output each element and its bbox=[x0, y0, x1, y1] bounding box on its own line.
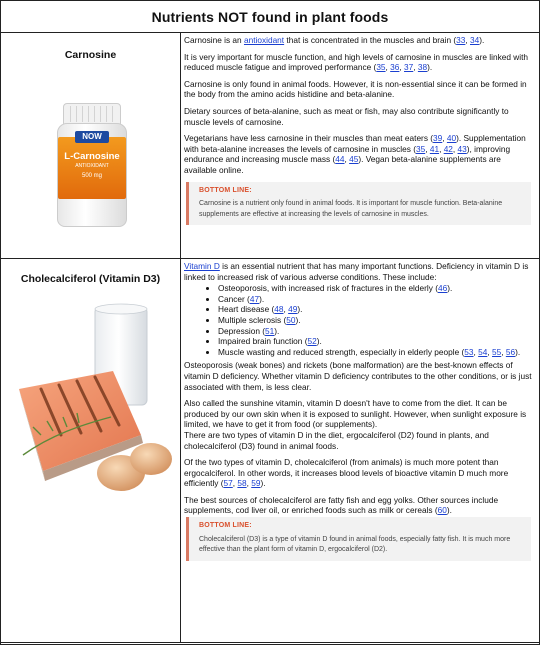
ref-link[interactable]: 46 bbox=[437, 283, 448, 294]
vitd-paragraph-1: Vitamin D is an essential nutrient that has many important functions. Deficiency in vitamin D is linked to increased risk of various adverse conditions. These include: bbox=[184, 261, 529, 282]
ref-link[interactable]: 48 bbox=[274, 304, 284, 315]
ref-link[interactable]: 54 bbox=[478, 346, 488, 357]
carnosine-paragraph-3: Carnosine is only found in animal foods. However, it is non-essential since it can be formed in the body from the amino acids histidine and beta-alanine. bbox=[184, 78, 527, 100]
carnosine-text-cell bbox=[181, 33, 539, 258]
bottle-cap bbox=[63, 103, 121, 125]
list-item: • Muscle wasting and reduced strength, especially in elderly people (53, 54, 55, 56). bbox=[218, 347, 535, 358]
ref-link[interactable]: 59 bbox=[251, 478, 261, 489]
table-title: Nutrients NOT found in plant foods bbox=[1, 1, 539, 33]
carnosine-bottom-line bbox=[186, 182, 531, 226]
ref-link[interactable]: 49 bbox=[288, 304, 298, 315]
carnosine-paragraph-5: Vegetarians have less carnosine in their muscles than meat eaters (39, 40). Supplementation with beta-alanine increases the levels of carnosine in muscles (35, 41, 42, 43), improving endurance and increasing muscle mass (44, 45). Vegan beta-alanine supplements are available online. bbox=[184, 133, 526, 175]
row-carnosine bbox=[1, 33, 539, 259]
vitd-paragraph-5: The best sources of cholecalciferol are fatty fish and egg yolks. Other sources include supplements, cod liver oil, or enriched foods such as milk or cereals (60). bbox=[184, 494, 499, 516]
bottom-line-label: BOTTOM LINE: bbox=[199, 186, 252, 194]
ref-link[interactable]: 47 bbox=[249, 293, 260, 304]
bottle-subtitle: ANTIOXIDANT bbox=[75, 163, 109, 169]
ref-link[interactable]: 34 bbox=[470, 35, 480, 45]
carnosine-paragraph-1: Carnosine is an antioxidant that is concentrated in the muscles and brain (33, 34). bbox=[184, 35, 485, 45]
vitamin-d-link[interactable]: Vitamin D bbox=[184, 261, 220, 271]
list-item: • Multiple sclerosis (50). bbox=[218, 315, 535, 326]
ref-link[interactable]: 52 bbox=[307, 336, 317, 347]
list-item: • Osteoporosis, with increased risk of fractures in the elderly (46). bbox=[218, 283, 535, 294]
vitd-paragraph-2: Osteoporosis (weak bones) and rickets (bone malformation) are the best-known effects of vitamin D deficiency. Whether vitamin D deficiency contributes to the other conditions, or is just associated with them, is less clear. bbox=[184, 360, 532, 392]
ref-link[interactable]: 42 bbox=[443, 143, 453, 154]
ref-link[interactable]: 50 bbox=[286, 314, 296, 325]
carnosine-paragraph-2: It is very important for muscle function, and high levels of carnosine in muscles are linked with reduced muscle fatigue and improved performance (35, 36, 37, 38). bbox=[184, 51, 529, 73]
vitd-paragraph-3b: There are two types of vitamin D in the diet, ergocalciferol (D2) found in plants, and cholecalciferol (D3) found in animal foods. bbox=[184, 429, 489, 451]
ref-link[interactable]: 38 bbox=[417, 62, 428, 73]
vitd-paragraph-3a: Also called the sunshine vitamin, vitamin D doesn't have to come from the diet. It can be produced by our own skin when it is exposed to sunlight. However, when sunlight exposure is limited, we have to get it from food (or supplements). bbox=[184, 398, 527, 430]
carnosine-paragraph-4: Dietary sources of beta-alanine, such as meat or fish, may also contribute significantly to muscle levels of carnosine. bbox=[184, 105, 509, 127]
ref-link[interactable]: 43 bbox=[457, 143, 467, 154]
ref-link[interactable]: 40 bbox=[446, 133, 457, 144]
list-item: • Cancer (47). bbox=[218, 294, 535, 305]
ref-link[interactable]: 55 bbox=[492, 346, 502, 357]
vitd-paragraph-4: Of the two types of vitamin D, cholecalciferol (from animals) is much more potent than ergocalciferol. In other words, it increases blood levels of bioactive vitamin D much more efficiently (57, 58, 59). bbox=[184, 457, 509, 489]
ref-link[interactable]: 35 bbox=[415, 143, 426, 154]
ref-link[interactable]: 53 bbox=[464, 346, 474, 357]
ref-link[interactable]: 56 bbox=[505, 346, 516, 357]
ref-link[interactable]: 37 bbox=[404, 62, 414, 73]
ref-link[interactable]: 33 bbox=[456, 35, 466, 45]
salmon-milk-eggs-image bbox=[1, 285, 181, 645]
vitd-conditions-list bbox=[184, 283, 535, 357]
carnosine-name: Carnosine bbox=[64, 49, 117, 61]
ref-link[interactable]: 58 bbox=[237, 478, 247, 489]
ref-link[interactable]: 57 bbox=[223, 478, 233, 489]
vitd-name: Cholecalciferol (Vitamin D3) bbox=[20, 273, 161, 285]
ref-link[interactable]: 51 bbox=[265, 325, 275, 336]
list-item: • Depression (51). bbox=[218, 326, 535, 337]
carnosine-bottle-image bbox=[55, 103, 129, 229]
vitd-image-cell bbox=[1, 259, 181, 642]
ref-link[interactable]: 41 bbox=[429, 143, 440, 154]
bottle-product-name: L-Carnosine bbox=[64, 151, 120, 162]
bottom-line-text: Cholecalciferol (D3) is a type of vitamin D found in animal foods, especially fatty fish. It is much more effective than the plant form of vitamin D, ergocalciferol (D2). bbox=[199, 535, 511, 554]
ref-link[interactable]: 35 bbox=[376, 62, 386, 73]
antioxidant-link[interactable]: antioxidant bbox=[243, 35, 285, 45]
list-item: • Impaired brain function (52). bbox=[218, 336, 535, 347]
ref-link[interactable]: 60 bbox=[437, 505, 447, 516]
ref-link[interactable]: 39 bbox=[433, 133, 443, 144]
bottle-dose: 500 mg bbox=[81, 173, 102, 179]
ref-link[interactable]: 44 bbox=[335, 154, 345, 165]
ref-link[interactable]: 36 bbox=[390, 62, 400, 73]
row-vitamin-d3 bbox=[1, 259, 539, 643]
bottom-line-label: BOTTOM LINE: bbox=[199, 522, 252, 530]
carnosine-image-cell bbox=[1, 33, 181, 258]
ref-link[interactable]: 45 bbox=[349, 154, 359, 165]
bottom-line-text: Carnosine is a nutrient only found in animal foods. It is important for muscle function. Beta-alanine supplements are effective at increasing the levels of carnosine in muscles. bbox=[199, 200, 503, 218]
vitd-bottom-line bbox=[186, 517, 531, 561]
list-item: • Heart disease (48, 49). bbox=[218, 304, 535, 315]
vitd-text-cell bbox=[181, 259, 539, 642]
brand-logo: NOW bbox=[75, 131, 109, 143]
